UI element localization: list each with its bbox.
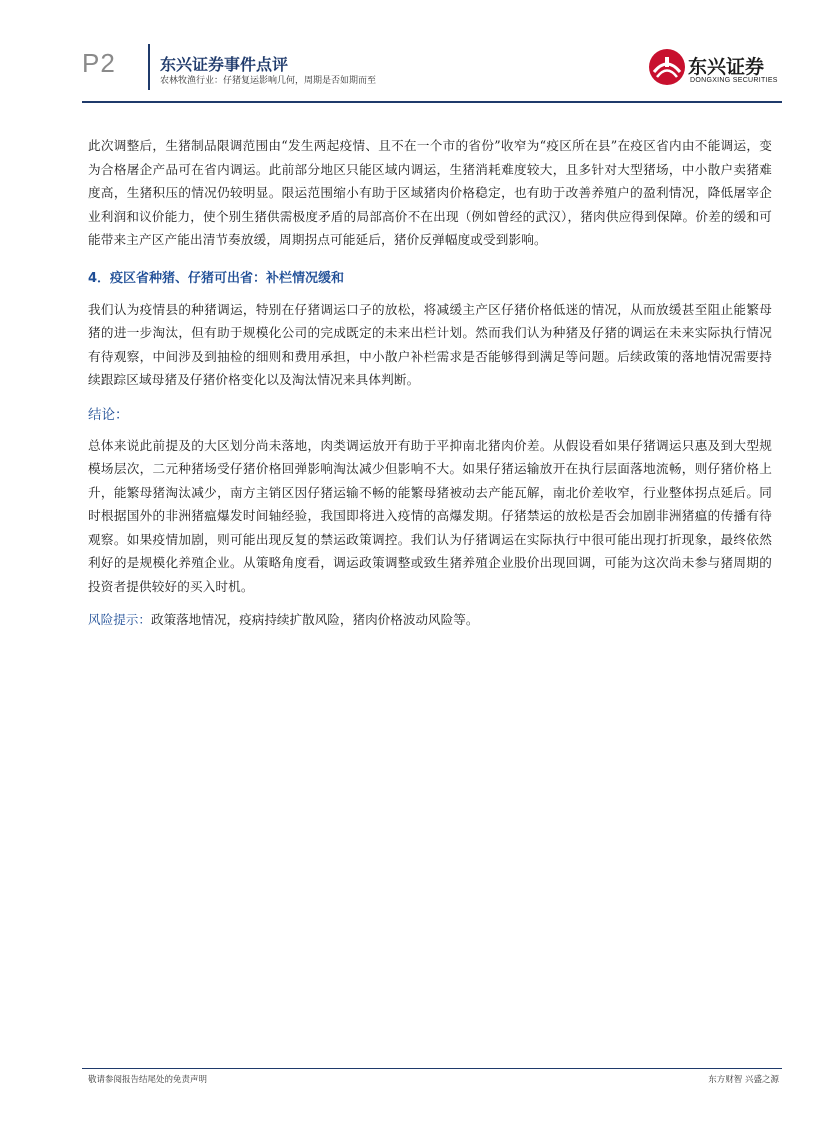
- logo-mark-icon: [648, 48, 686, 86]
- logo-subtext: DONGXING SECURITIES: [690, 77, 778, 84]
- footer-rule: [82, 1068, 782, 1069]
- conclusion-heading: 结论：: [88, 406, 129, 423]
- company-logo: [648, 48, 778, 88]
- footer-slogan: 东方财智 兴盛之源: [708, 1075, 779, 1085]
- header-rule: [82, 101, 782, 103]
- footer-disclaimer: 敬请参阅报告结尾处的免责声明: [88, 1075, 208, 1085]
- report-type-title: 东兴证券事件点评: [160, 55, 289, 74]
- section-4-heading: 4．疫区省种猪、仔猪可出省：补栏情况缓和: [88, 270, 345, 286]
- page-number: P2: [82, 48, 116, 78]
- risk-label: 风险提示：: [88, 612, 151, 627]
- paragraph-conclusion: 总体来说此前提及的大区划分尚未落地，肉类调运放开有助于平抑南北猪肉价差。从假设看如果仔猪调运只惠及到大型规模场层次，二元种猪场受仔猪价格回弹影响淘汰减少但影响不大。如果仔猪运输放开在执行层面落地流畅，则仔猪价格上升，能繁母猪淘汰减少，南方主销区因仔猪运输不畅的能繁母猪被动去产能瓦解，南北价差收窄，行业整体拐点延后。同时根据国外的非洲猪瘟爆发时间轴经验，我国即将进入疫情的高爆发期。仔猪禁运的放松是否会加剧非洲猪瘟的传播有待观察。如果疫情加剧，则可能出现反复的禁运政策调控。我们认为仔猪调运在实际执行中很可能出现打折现象，最终依然利好的是规模化养殖企业。从策略角度看，调运政策调整或致生猪养殖企业股价出现回调，可能为这次尚未参与猪周期的投资者提供较好的买入时机。: [88, 437, 772, 594]
- paragraph-adjustment: 此次调整后，生猪制品限调范围由“发生两起疫情、且不在一个市的省份”收窄为“疫区所在县”在疫区省内由不能调运，变为合格屠企产品可在省内调运。此前部分地区只能区域内调运，生猪消耗难度较大，且多针对大型猪场，中小散户卖猪难度高，生猪积压的情况仍较明显。限运范围缩小有助于区域猪肉价格稳定，也有助于改善养殖户的盈利情况，降低屠宰企业利润和议价能力，使个别生猪供需极度矛盾的局部高价不在出现（例如曾经的武汉），猪肉供应得到保障。价差的缓和可能带来主产区产能出清节奏放缓，周期拐点可能延后，猪价反弹幅度或受到影响。: [88, 138, 772, 247]
- report-subtitle: 农林牧渔行业：仔猪复运影响几何，周期是否如期而至: [160, 76, 377, 86]
- page-header: [0, 0, 827, 100]
- paragraph-breeding-pigs: 我们认为疫情县的种猪调运，特别在仔猪调运口子的放松，将减缓主产区仔猪价格低迷的情况，从而放缓甚至阻止能繁母猪的进一步淘汰，但有助于规模化公司的完成既定的未来出栏计划。然而我们认为种猪及仔猪的调运在未来实际执行情况有待观察，中间涉及到抽检的细则和费用承担，中小散户补栏需求是否能够得到满足等问题。后续政策的落地情况需要持续跟踪区域母猪及仔猪价格变化以及淘汰情况来具体判断。: [88, 301, 772, 387]
- risk-warning: [88, 608, 772, 632]
- logo-text: 东兴证券: [688, 56, 765, 78]
- risk-text: 政策落地情况，疫病持续扩散风险，猪肉价格波动风险等。: [150, 612, 479, 627]
- header-divider: [148, 44, 150, 90]
- main-content: [88, 134, 772, 632]
